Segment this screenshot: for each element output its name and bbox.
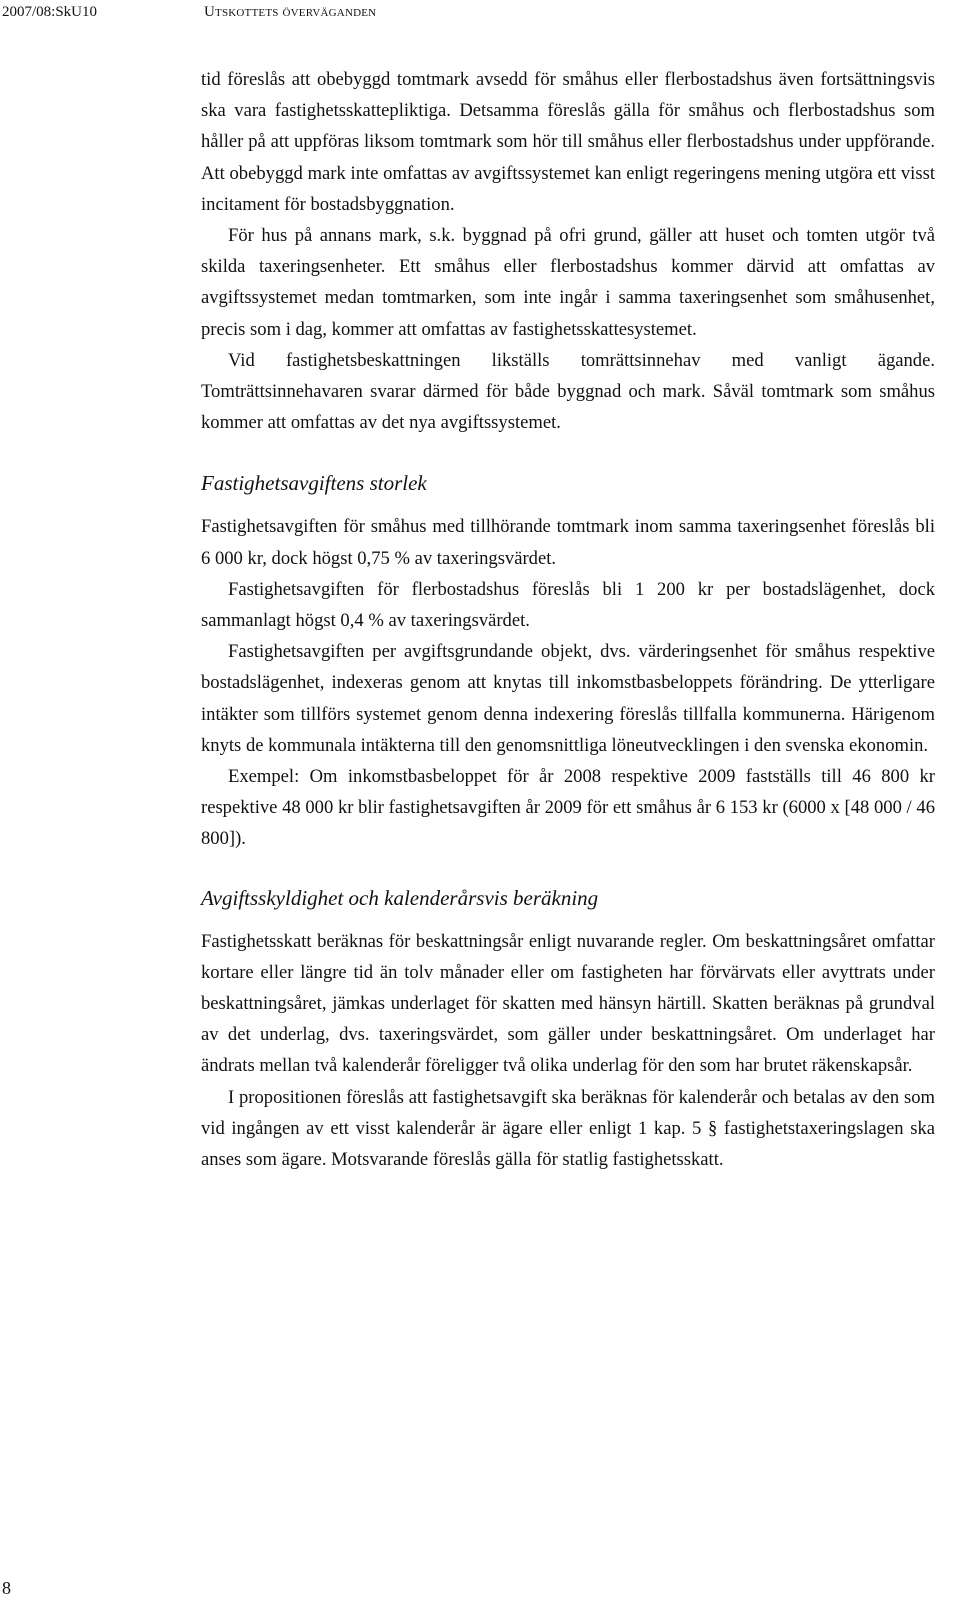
document-code: 2007/08:SkU10: [2, 4, 98, 20]
paragraph: Fastighetsavgiften för småhus med tillhörande tomtmark inom samma taxeringsenhet föreslås bli 6 000 kr, dock högst 0,75 % av taxeringsvärdet.: [201, 516, 935, 569]
paragraph: I propositionen föreslås att fastighetsavgift ska beräknas för kalenderår och betalas av den som vid ingången av ett visst kalenderår är ägare eller enligt 1 kap. 5 § fastighetstaxeringslagen ska anses som ägare. Motsvarande föreslås gälla för statlig fastighetsskatt.: [201, 1086, 935, 1171]
paragraph: Fastighetsavgiften per avgiftsgrundande objekt, dvs. värderingsenhet för småhus respektive bostadslägenhet, indexeras genom att knytas till inkomstbasbeloppets förändring. De ytterligare intäkter som tillförs systemet genom denna indexering föreslås tillfalla kommunerna. Härigenom knyts de kommunala intäkterna till den genomsnittliga löneutvecklingen i den svenska ekonomin.: [201, 641, 935, 756]
paragraph: Fastighetsskatt beräknas för beskattningsår enligt nuvarande regler. Om beskattningsåret omfattar kortare eller längre tid än tolv månader eller om fastigheten har förvärvats eller avyttrats under beskattningsåret, jämkas underlaget för skatten med hänsyn härtill. Skatten beräknas på grundval av det underlag, dvs. taxeringsvärdet, som gäller under beskattningsåret. Om underlaget har ändrats mellan två kalenderår föreligger två olika underlag för den som har brutet räkenskapsår.: [201, 930, 935, 1077]
paragraph: tid föreslås att obebyggd tomtmark avsedd för småhus eller flerbostadshus även fortsättningsvis ska vara fastighetsskattepliktiga. Detsamma föreslås gälla för småhus och flerbostadshus som håller på att uppföras liksom tomtmark som hör till småhus eller flerbostadshus under uppförande. Att obebyggd mark inte omfattas av avgiftssystemet kan enligt regeringens mening utgöra ett visst incitament för bostadsbyggnation.: [201, 69, 935, 215]
paragraph: Vid fastighetsbeskattningen likställs tomrättsinnehav med vanligt ägande. Tomträttsinnehavaren svarar därmed för både byggnad och mark. Såväl tomtmark som småhus kommer att omfattas av det nya avgiftssystemet.: [201, 349, 935, 434]
paragraph: För hus på annans mark, s.k. byggnad på ofri grund, gäller att huset och tomten utgör två skilda taxeringsenheter. Ett småhus eller flerbostadshus kommer därvid att omfattas av avgiftssystemet medan tomtmarken, som inte ingår i samma taxeringsenhet som småhusenhet, precis som i dag, kommer att omfattas av fastighetsskattesystemet.: [201, 225, 935, 340]
section-heading: Avgiftsskyldighet och kalenderårsvis beräkning: [201, 885, 599, 910]
page-body: [201, 64, 935, 1175]
running-header: [0, 0, 960, 26]
page-number: 8: [2, 1578, 11, 1598]
section-heading: Fastighetsavgiftens storlek: [201, 471, 427, 496]
paragraph: Exempel: Om inkomstbasbeloppet för år 2008 respektive 2009 fastställs till 46 800 kr respektive 48 000 kr blir fastighetsavgiften år 2009 för ett småhus år 6 153 kr (6000 x [48 000 / 46 800]).: [201, 766, 935, 850]
section-title: Utskottets överväganden: [204, 4, 377, 20]
paragraph: Fastighetsavgiften för flerbostadshus föreslås bli 1 200 kr per bostadslägenhet, dock sammanlagt högst 0,4 % av taxeringsvärdet.: [201, 578, 935, 632]
